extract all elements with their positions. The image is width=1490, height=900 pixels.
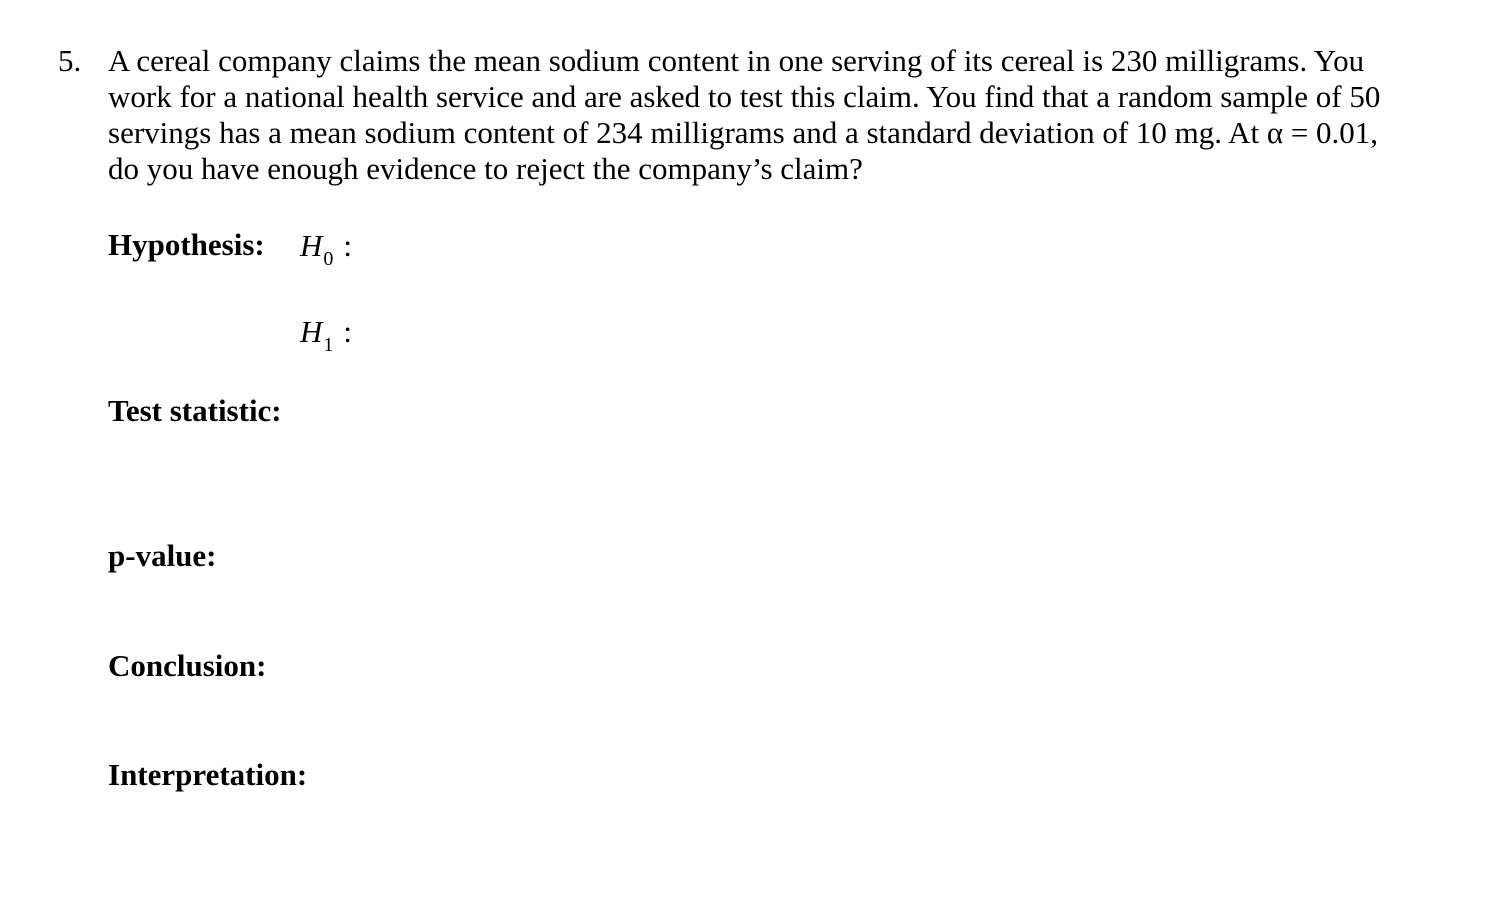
alternative-hypothesis (300, 314, 353, 356)
problem-number: 5. (58, 43, 82, 78)
problem-line: A cereal company claims the mean sodium content in one serving of its cereal is 230 milligrams. You (108, 43, 1365, 78)
null-hypothesis (300, 228, 353, 270)
h0-subscript: 0 (323, 248, 334, 270)
interpretation-label: Interpretation: (108, 757, 308, 792)
problem-line: do you have enough evidence to reject the company’s claim? (108, 151, 863, 186)
hypothesis-label: Hypothesis: (108, 227, 265, 262)
problem-line: servings has a mean sodium content of 234 milligrams and a standard deviation of 10 mg. At α = 0.01, (108, 115, 1379, 150)
h0-colon: : (343, 228, 353, 263)
p-value-label: p-value: (108, 538, 217, 573)
conclusion-label: Conclusion: (108, 648, 267, 683)
h1-letter: H (300, 314, 323, 349)
h1-colon: : (343, 314, 353, 349)
problem-line: work for a national health service and are asked to test this claim. You find that a random sample of 50 (108, 79, 1381, 114)
problem-text (108, 43, 1458, 187)
h1-subscript: 1 (323, 334, 334, 356)
h0-letter: H (300, 228, 323, 263)
test-statistic-label: Test statistic: (108, 393, 282, 428)
